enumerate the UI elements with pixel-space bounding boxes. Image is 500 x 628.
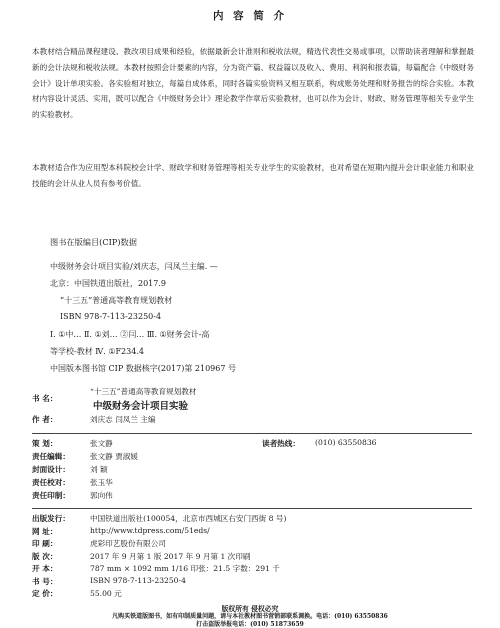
publishing-value: http://www.tdpress.com/51eds/ (90, 525, 210, 535)
publishing-label: 网 址： (32, 526, 58, 536)
cip-line: 中国版本图书馆 CIP 数据核字(2017)第 210967 号 (50, 364, 236, 373)
author-label: 作 者： (32, 415, 58, 424)
publishing-value: 787 mm × 1092 mm 1/16 印张：21.5 字数：291 千 (90, 564, 280, 573)
book-title: 中级财务会计项目实验 (93, 401, 189, 412)
staff-label: 责任编辑： (32, 452, 70, 461)
publishing-label: 定 价： (32, 589, 58, 598)
cip-line: 等学校-教材 Ⅳ. ①F234.4 (50, 347, 144, 356)
staff-value: 张文静 贾淑媛 (90, 452, 138, 461)
intro-paragraph-2: 本教材适合作为应用型本科院校会计学、财政学和财务管理等相关专业学生的实验教材，也对希望在短期内提升会计职业能力和职业技能的会计从业人员有参考价值。 (32, 163, 474, 188)
quality-notice: 凡购买铁道版图书，如有印制质量问题，请与本社教材图书营销部联系调换。电话：(010) 63550836 (112, 613, 388, 620)
staff-value: 张玉华 (90, 478, 113, 487)
page-heading: 内 容 简 介 (213, 10, 287, 22)
authors: 刘庆志 闫凤兰 主编 (90, 415, 156, 424)
divider (32, 433, 472, 434)
piracy-hotline: 打击盗版举报电话：(010) 51873659 (196, 621, 304, 628)
intro-paragraph-1: 本教材结合精品课程建设、教改项目成果和经验，依据最新会计准则和税收法规，精选代表性交易或事项，以帮助读者理解和掌握最新的会计法规和税收法规。本教材按照会计要素的内容，分为资产篇、权益篇以及收入、费用、利润和报表篇，每篇配合《中级财务会计》设计单项实验。各实验相对独立，每篇自成体系，同时各篇实验资料又相互联系，构成账务处理和财务报告的综合实验。本教材内容设计灵活、实用，既可以配合《中级财务会计》理论教学作章后实验教材，也可以作为会计、财政、财务管理等相关专业学生的实验教材。 (32, 47, 474, 120)
staff-label: 责任校对： (32, 478, 70, 487)
publishing-label: 出版发行： (32, 514, 70, 523)
divider (32, 508, 472, 509)
staff-value: 张文静 (90, 439, 113, 448)
staff-value: 郭向伟 (90, 491, 113, 500)
cip-heading: 图书在版编目(CIP)数据 (50, 237, 137, 247)
publishing-value: 2017 年 9 月第 1 版 2017 年 9 月第 1 次印刷 (90, 551, 251, 561)
cip-line: “十三五”普通高等教育规划教材 (60, 296, 173, 305)
book-name-label: 书 名： (32, 394, 58, 403)
copyright-notice: 版权所有 侵权必究 (221, 605, 279, 613)
cip-line: 中级财务会计项目实验/刘庆志，闫凤兰主编. — (50, 262, 218, 271)
hotline-label: 读者热线： (262, 439, 300, 448)
publishing-value: 中国铁道出版社(100054，北京市西城区右安门西街 8 号) (90, 514, 287, 523)
publishing-value: 55.00 元 (90, 589, 122, 598)
publishing-label: 印 刷： (32, 539, 58, 548)
staff-value: 刘 颖 (90, 465, 108, 474)
cip-line: Ⅰ. ①中… Ⅱ. ①刘… ②闫… Ⅲ. ①财务会计-高 (50, 330, 210, 339)
publishing-label: 书 号： (32, 576, 58, 586)
staff-label: 封面设计： (32, 465, 70, 474)
cip-line: ISBN 978-7-113-23250-4 (60, 312, 162, 321)
staff-label: 责任印制： (32, 491, 70, 500)
book-series: “十三五”普通高等教育规划教材 (90, 387, 197, 396)
staff-label: 策 划： (32, 439, 58, 448)
hotline-value: (010) 63550836 (315, 438, 377, 447)
cip-line: 北京：中国铁道出版社，2017.9 (50, 279, 166, 288)
publishing-label: 版 次： (32, 551, 58, 561)
publishing-label: 开 本： (32, 564, 58, 573)
publishing-value: 虎彩印艺股份有限公司 (90, 539, 166, 548)
publishing-value: ISBN 978-7-113-23250-4 (90, 575, 186, 585)
